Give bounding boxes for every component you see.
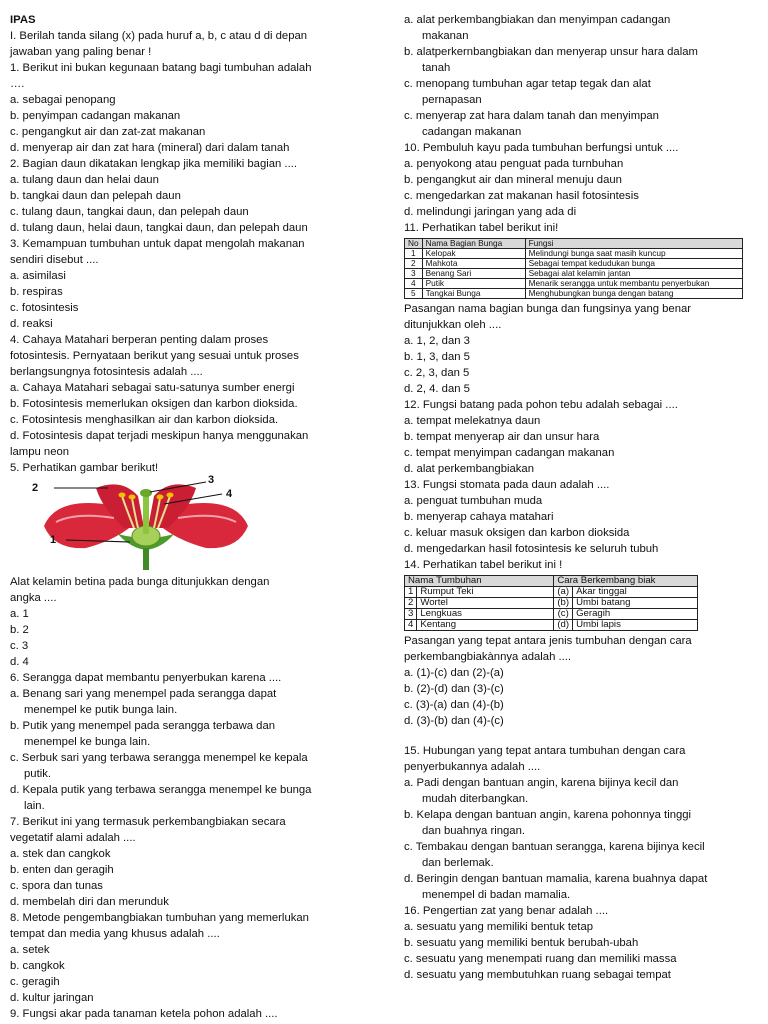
text-line: a. tempat melekatnya daun [404, 415, 541, 427]
text-line: b. enten dan geragih [10, 864, 114, 876]
text-line: a. setek [10, 944, 50, 956]
left-text-block-1 [10, 28, 362, 476]
table-cell: Wortel [417, 598, 554, 609]
text-line: 5. Perhatikan gambar berikut! [10, 462, 159, 474]
text-line: 15. Hubungan yang tepat antara tumbuhan dengan cara [404, 745, 686, 757]
answer-option: c. Tembakau dengan bantuan serangga, karena bijinya kecil [404, 841, 705, 853]
text-line: b. 1, 3, dan 5 [404, 351, 470, 363]
table-cell: Mahkota [422, 259, 525, 269]
question-9-options [404, 12, 760, 140]
text-line: b. tempat menyerap air dan unsur hara [404, 431, 600, 443]
text-line: b. menyerap cahaya matahari [404, 511, 554, 523]
answer-option-continued: dan berlemak. [422, 857, 494, 869]
text-line: lampu neon [10, 446, 70, 458]
right-text-block-2 [404, 301, 760, 573]
table-cell: Geragih [573, 609, 698, 620]
table-cell: 2 [405, 598, 417, 609]
text-line: a. penguat tumbuhan muda [404, 495, 543, 507]
text-line: d. menyerap air dan zat hara (mineral) dari dalam tanah [10, 142, 290, 154]
left-text-block-2 [10, 574, 362, 702]
text-line: Alat kelamin betina pada bunga ditunjukkan dengan [10, 576, 270, 588]
text-line: 14. Perhatikan tabel berikut ini ! [404, 559, 563, 571]
table-cell: 1 [405, 587, 417, 598]
answer-option: b. alatperkernbangbiakan dan menyerap unsur hara dalam [404, 46, 698, 58]
table-row [405, 609, 698, 620]
question-6-option-b-continued: menempel ke bunga lain. [24, 736, 151, 748]
text-line: b. pengangkut air dan mineral menuju daun [404, 174, 622, 186]
stigma [140, 489, 152, 497]
answer-option: a. Padi dengan bantuan angin, karena bijinya kecil dan [404, 777, 679, 789]
text-line: b. 2 [10, 624, 29, 636]
text-line: d. melindungi jaringan yang ada di [404, 206, 577, 218]
pistil-style [143, 494, 149, 534]
text-line: b. respiras [10, 286, 63, 298]
text-line: berlangsungnya fotosintesis adalah .... [10, 366, 203, 378]
text-line: c. sesuatu yang menempati ruang dan memiliki massa [404, 953, 677, 965]
text-line: c. tempat menyimpan cadangan makanan [404, 447, 615, 459]
table-cell: Benang Sari [422, 269, 525, 279]
text-line: I. Berilah tanda silang (x) pada huruf a, b, c atau d di depan [10, 30, 308, 42]
text-line: 7. Berikut ini yang termasuk perkembangbiakan secara [10, 816, 286, 828]
text-line: a. 1, 2, dan 3 [404, 335, 470, 347]
table-cell: Kelopak [422, 249, 525, 259]
text-line: 11. Perhatikan tabel berikut ini! [404, 222, 559, 234]
answer-option: d. Beringin dengan bantuan mamalia, karena buahnya dapat [404, 873, 708, 885]
text-line: 3. Kemampuan tumbuhan untuk dapat mengolah makanan [10, 238, 305, 250]
table-cell: 1 [405, 249, 423, 259]
table-cell: 3 [405, 609, 417, 620]
text-line: sendiri disebut .... [10, 254, 99, 266]
table-row [405, 269, 743, 279]
flower-stalk [143, 548, 149, 570]
left-text-block-5 [10, 782, 362, 798]
answer-option: a. alat perkembangbiakan dan menyimpan cadangan [404, 14, 671, 26]
flower-label-4: 4 [226, 488, 233, 500]
text-line: …. [10, 78, 25, 90]
text-line: d. 2, 4. dan 5 [404, 383, 470, 395]
text-line: d. kultur jaringan [10, 992, 94, 1004]
left-column [10, 12, 362, 1022]
text-line: angka .... [10, 592, 57, 604]
text-line: d. membelah diri dan merunduk [10, 896, 169, 908]
text-line: 10. Pembuluh kayu pada tumbuhan berfungsi untuk .... [404, 142, 679, 154]
text-line: b. (2)-(d) dan (3)-(c) [404, 683, 504, 695]
text-line: d. mengedarkan hasil fotosintesis ke seluruh tubuh [404, 543, 659, 555]
text-line: d. (3)-(b) dan (4)-(c) [404, 715, 504, 727]
text-line: d. alat perkembangbiakan [404, 463, 535, 475]
text-line: perkembangbiakànnya adalah .... [404, 651, 572, 663]
table-header-cell: Cara Berkembang biak [554, 576, 698, 587]
answer-option-continued: makanan [422, 30, 469, 42]
text-line: 6. Serangga dapat membantu penyerbukan karena .... [10, 672, 282, 684]
table-cell: (a) [554, 587, 573, 598]
table-header-cell: No [405, 239, 423, 249]
text-line: 1. Berikut ini bukan kegunaan batang bagi tumbuhan adalah [10, 62, 312, 74]
plant-reproduction-table [404, 575, 698, 631]
text-line: 16. Pengertian zat yang benar adalah .... [404, 905, 609, 917]
right-text-block-1 [404, 140, 760, 236]
left-text-block-3 [10, 718, 362, 734]
table-cell: 2 [405, 259, 423, 269]
table-cell: 5 [405, 289, 423, 299]
table-cell: 3 [405, 269, 423, 279]
text-line: b. Fotosintesis memerlukan oksigen dan karbon dioksida. [10, 398, 298, 410]
flower-label-1: 1 [50, 534, 57, 546]
answer-option-continued: menempel di badan mamalia. [422, 889, 571, 901]
text-line: a. stek dan cangkok [10, 848, 111, 860]
text-line: a. 1 [10, 608, 29, 620]
text-line: a. asimilasi [10, 270, 66, 282]
anther [129, 495, 136, 500]
flower-parts-table [404, 238, 743, 299]
text-line: a. sebagai penopang [10, 94, 116, 106]
table-cell: Putik [422, 279, 525, 289]
text-line: b. sesuatu yang memiliki bentuk berubah-ubah [404, 937, 639, 949]
table-cell: Sebagai tempat kedudukan bunga [525, 259, 742, 269]
question-6-option-d-continued: lain. [24, 800, 45, 812]
text-line: a. (1)-(c) dan (2)-(a) [404, 667, 504, 679]
table-header-cell: Nama Bagian Bunga [422, 239, 525, 249]
flower-diagram [26, 474, 266, 570]
text-line: tempat dan media yang khusus adalah .... [10, 928, 220, 940]
text-line: c. spora dan tunas [10, 880, 103, 892]
answer-option: b. Kelapa dengan bantuan angin, karena pohonnya tinggi [404, 809, 692, 821]
table-cell: Menarik serangga untuk membantu penyerbukan [525, 279, 742, 289]
text-line: d. Kepala putik yang terbawa serangga menempel ke bunga [10, 784, 312, 796]
text-line: Pasangan yang tepat antara jenis tumbuhan dengan cara [404, 635, 692, 647]
table-row [405, 259, 743, 269]
text-line: fotosintesis. Pernyataan berikut yang sesuai untuk proses [10, 350, 299, 362]
text-line: b. tangkai daun dan pelepah daun [10, 190, 181, 202]
text-line: 12. Fungsi batang pada pohon tebu adalah sebagai .... [404, 399, 678, 411]
text-line: a. penyokong atau penguat pada turnbuhan [404, 158, 624, 170]
page-title: IPAS [10, 14, 36, 26]
table-cell: Rumput Teki [417, 587, 554, 598]
answer-option-continued: mudah diterbangkan. [422, 793, 529, 805]
table-cell: Tangkai Bunga [422, 289, 525, 299]
text-line: ditunjukkan oleh .... [404, 319, 502, 331]
right-column [404, 12, 760, 983]
text-line: 4. Cahaya Matahari berperan penting dalam proses [10, 334, 269, 346]
text-line: 9. Fungsi akar pada tanaman ketela pohon adalah .... [10, 1008, 278, 1020]
text-line: c. Serbuk sari yang terbawa serangga menempel ke kepala [10, 752, 308, 764]
text-line: c. fotosintesis [10, 302, 79, 314]
text-line: c. (3)-(a) dan (4)-(b) [404, 699, 504, 711]
table-row [405, 598, 698, 609]
text-line: d. Fotosintesis dapat terjadi meskipun hanya menggunakan [10, 430, 309, 442]
text-line: d. 4 [10, 656, 29, 668]
table-cell: (d) [554, 620, 573, 631]
right-text-block-3 [404, 633, 760, 729]
text-line: 2. Bagian daun dikatakan lengkap jika memiliki bagian .... [10, 158, 297, 170]
answer-option: c. menopang tumbuhan agar tetap tegak dan alat [404, 78, 651, 90]
text-line: c. 3 [10, 640, 29, 652]
question-6-option-a-continued: menempel ke putik bunga lain. [24, 704, 178, 716]
text-line: jawaban yang paling benar ! [10, 46, 152, 58]
text-line: c. tulang daun, tangkai daun, dan pelepah daun [10, 206, 249, 218]
text-line: b. Putik yang menempel pada serangga terbawa dan [10, 720, 276, 732]
text-line: c. geragih [10, 976, 60, 988]
left-text-block-4 [10, 750, 362, 766]
anther [119, 493, 126, 498]
table-cell: Umbi lapis [573, 620, 698, 631]
right-text-block-5 [404, 903, 760, 983]
table-cell: 4 [405, 620, 417, 631]
flower-label-3: 3 [208, 474, 215, 486]
table-row [405, 289, 743, 299]
table-cell: Akar tinggal [573, 587, 698, 598]
table-row [405, 620, 698, 631]
answer-option: c. menyerap zat hara dalam tanah dan menyimpan [404, 110, 659, 122]
answer-option-continued: dan buahnya ringan. [422, 825, 526, 837]
text-line: Pasangan nama bagian bunga dan fungsinya yang benar [404, 303, 692, 315]
left-text-block-6 [10, 814, 362, 1022]
table-cell: (c) [554, 609, 573, 620]
text-line: c. 2, 3, dan 5 [404, 367, 470, 379]
text-line: d. sesuatu yang membutuhkan ruang sebagai tempat [404, 969, 671, 981]
text-line: vegetatif alami adalah .... [10, 832, 136, 844]
table-cell: Kentang [417, 620, 554, 631]
text-line: c. keluar masuk oksigen dan karbon dioksida [404, 527, 630, 539]
flower-label-2: 2 [32, 482, 39, 494]
table-cell: Melindungi bunga saat masih kuncup [525, 249, 742, 259]
table-header-cell: Nama Tumbuhan [405, 576, 554, 587]
table-cell: Menghubungkan bunga dengan batang [525, 289, 742, 299]
text-line: a. Cahaya Matahari sebagai satu-satunya sumber energi [10, 382, 295, 394]
text-line: penyerbukannya adalah .... [404, 761, 541, 773]
text-line: c. Fotosintesis menghasilkan air dan karbon dioksida. [10, 414, 279, 426]
table-header-row [405, 239, 743, 249]
anther [167, 493, 174, 498]
text-line: c. mengedarkan zat makanan hasil fotosintesis [404, 190, 639, 202]
table-cell: Umbi batang [573, 598, 698, 609]
text-line: b. penyimpan cadangan makanan [10, 110, 181, 122]
text-line: 13. Fungsi stomata pada daun adalah .... [404, 479, 610, 491]
answer-option-continued: cadangan makanan [422, 126, 522, 138]
text-line: a. tulang daun dan helai daun [10, 174, 159, 186]
table-cell: (b) [554, 598, 573, 609]
table-header-cell: Fungsi [525, 239, 742, 249]
table-cell: Sebagai alat kelamin jantan [525, 269, 742, 279]
text-line: d. tulang daun, helai daun, tangkai daun, dan pelepah daun [10, 222, 308, 234]
text-line: d. reaksi [10, 318, 53, 330]
table-row [405, 279, 743, 289]
text-line: c. pengangkut air dan zat-zat makanan [10, 126, 206, 138]
text-line: a. Benang sari yang menempel pada serangga dapat [10, 688, 277, 700]
table-row [405, 249, 743, 259]
answer-option-continued: tanah [422, 62, 451, 74]
text-line: a. sesuatu yang memiliki bentuk tetap [404, 921, 594, 933]
anther [157, 495, 164, 500]
table-header-row [405, 576, 698, 587]
text-line: 8. Metode pengembangbiakan tumbuhan yang memerlukan [10, 912, 309, 924]
table-row [405, 587, 698, 598]
right-text-block-4 [404, 743, 760, 775]
text-line: b. cangkok [10, 960, 65, 972]
answer-option-continued: pernapasan [422, 94, 482, 106]
question-15-options [404, 775, 760, 903]
question-6-option-c-continued: putik. [24, 768, 52, 780]
table-cell: 4 [405, 279, 423, 289]
table-cell: Lengkuas [417, 609, 554, 620]
